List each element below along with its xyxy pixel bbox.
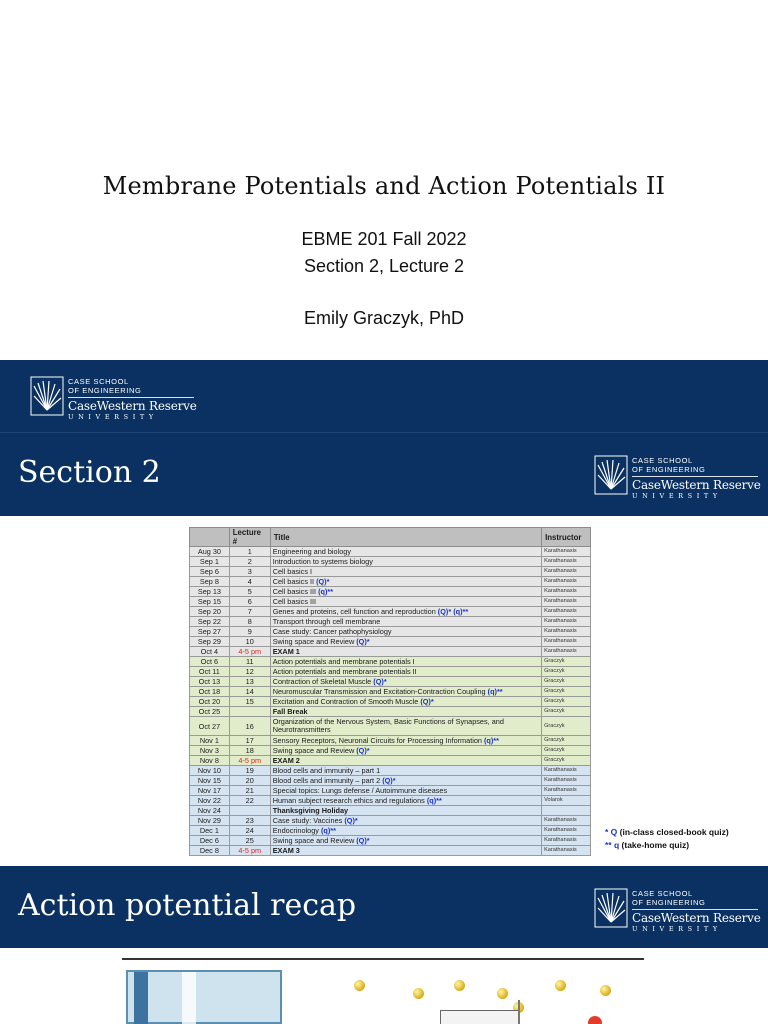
title-slide	[0, 0, 768, 360]
cell-title-text: EXAM 3	[272, 846, 300, 855]
cell-title	[270, 617, 541, 627]
cell-lecture-number: 5	[229, 587, 270, 597]
table-row	[190, 806, 591, 816]
cell-title-text: Blood cells and immunity – part 2	[272, 776, 383, 785]
cell-title-text: Action potentials and membrane potentials II	[272, 667, 417, 676]
cell-instructor: Graczyk	[542, 697, 591, 707]
cell-title-text: Transport through cell membrane	[272, 617, 381, 626]
ion-particle	[600, 985, 611, 996]
cell-title-text: Introduction to systems biology	[272, 557, 373, 566]
cwru-logo	[594, 888, 764, 932]
table-row	[190, 547, 591, 557]
cell-instructor: Graczyk	[542, 746, 591, 756]
cell-date: Dec 6	[190, 836, 230, 846]
logo-university-word: UNIVERSITY	[632, 492, 722, 500]
cell-instructor: Karathanasis	[542, 766, 591, 776]
cell-lecture-number: 6	[229, 597, 270, 607]
cell-title-text: Special topics: Lungs defense / Autoimmune diseases	[272, 786, 448, 795]
cell-date: Sep 13	[190, 587, 230, 597]
cell-lecture-number: 10	[229, 637, 270, 647]
cell-title-text: Case study: Cancer pathophysiology	[272, 627, 392, 636]
quiz-marker: (Q)*	[356, 746, 370, 755]
title-slide-footer-band	[0, 360, 768, 432]
cell-instructor: Karathanasis	[542, 627, 591, 637]
cell-instructor: Karathanasis	[542, 846, 591, 856]
cell-title	[270, 776, 541, 786]
cell-instructor: Karathanasis	[542, 617, 591, 627]
logo-university-name: CaseWestern Reserve	[68, 399, 197, 413]
cell-instructor: Karathanasis	[542, 597, 591, 607]
logo-university-name: CaseWestern Reserve	[632, 911, 761, 925]
table-row	[190, 667, 591, 677]
cell-lecture-number: 16	[229, 717, 270, 736]
table-row	[190, 637, 591, 647]
cell-title-text: Swing space and Review	[272, 836, 357, 845]
table-row	[190, 567, 591, 577]
cell-title	[270, 607, 541, 617]
section-lecture: Section 2, Lecture 2	[303, 256, 465, 276]
sunburst-icon	[30, 376, 64, 416]
cell-title-text: Blood cells and immunity – part 1	[272, 766, 381, 775]
cell-date: Oct 11	[190, 667, 230, 677]
cell-title-text: Contraction of Skeletal Muscle	[272, 677, 374, 686]
quiz-marker: (Q)* (q)**	[437, 607, 469, 616]
cell-lecture-number: 22	[229, 796, 270, 806]
cell-instructor: Karathanasis	[542, 547, 591, 557]
cell-lecture-number: 4	[229, 577, 270, 587]
table-row	[190, 786, 591, 796]
red-particle	[588, 1016, 602, 1024]
cell-title	[270, 736, 541, 746]
cell-date: Oct 27	[190, 717, 230, 736]
cell-lecture-number: 1	[229, 547, 270, 557]
cell-title-text: Genes and proteins, cell function and reproduction	[272, 607, 438, 616]
cell-date: Aug 30	[190, 547, 230, 557]
cell-lecture-number: 11	[229, 657, 270, 667]
table-row	[190, 557, 591, 567]
cell-date: Nov 15	[190, 776, 230, 786]
logo-school-line1: CASE SCHOOL	[632, 456, 693, 465]
cell-title-text: Swing space and Review	[272, 637, 357, 646]
sunburst-icon	[594, 888, 628, 928]
quiz-marker: (q)**	[483, 736, 499, 745]
cell-date: Sep 27	[190, 627, 230, 637]
cell-date: Nov 10	[190, 766, 230, 776]
cell-title-text: Cell basics I	[272, 567, 313, 576]
cell-title	[270, 836, 541, 846]
membrane-diagram-panel	[126, 970, 282, 1024]
legend-mark: * Q	[605, 827, 618, 837]
legend-quiz-in-class	[605, 827, 729, 837]
cell-date: Nov 17	[190, 786, 230, 796]
cell-title	[270, 577, 541, 587]
cell-title	[270, 667, 541, 677]
cell-instructor: Graczyk	[542, 756, 591, 766]
ion-particle	[454, 980, 465, 991]
cell-date: Oct 20	[190, 697, 230, 707]
cell-lecture-number: 20	[229, 776, 270, 786]
cell-date: Nov 8	[190, 756, 230, 766]
cell-title-text: Action potentials and membrane potentials I	[272, 657, 415, 666]
recap-illustration-area	[0, 948, 768, 1024]
cell-lecture-number: 7	[229, 607, 270, 617]
cell-instructor: Volarok	[542, 796, 591, 806]
quiz-marker: (Q)*	[373, 677, 387, 686]
cell-date: Sep 15	[190, 597, 230, 607]
legend-text: (take-home quiz)	[619, 840, 690, 850]
table-row	[190, 756, 591, 766]
logo-school-line1: CASE SCHOOL	[68, 377, 129, 386]
cell-instructor: Karathanasis	[542, 776, 591, 786]
cell-date: Oct 25	[190, 707, 230, 717]
cell-title	[270, 756, 541, 766]
section-title: Section 2	[18, 455, 161, 490]
cell-title	[270, 806, 541, 816]
table-row	[190, 587, 591, 597]
logo-school-line1: CASE SCHOOL	[632, 889, 693, 898]
cell-title-text: Cell basics II	[272, 577, 317, 586]
cell-lecture-number: 17	[229, 736, 270, 746]
cell-title-text: EXAM 1	[272, 647, 300, 656]
cell-title-text: Excitation and Contraction of Smooth Muscle	[272, 697, 421, 706]
cell-lecture-number: 8	[229, 617, 270, 627]
cell-lecture-number: 12	[229, 667, 270, 677]
logo-school-line2: OF ENGINEERING	[632, 465, 706, 474]
legend-text: (in-class closed-book quiz)	[617, 827, 729, 837]
cell-title	[270, 707, 541, 717]
channel-stem	[518, 1000, 520, 1024]
cell-instructor: Graczyk	[542, 707, 591, 717]
cell-instructor: Karathanasis	[542, 647, 591, 657]
cell-title	[270, 647, 541, 657]
cell-title-text: Engineering and biology	[272, 547, 351, 556]
cell-date: Sep 1	[190, 557, 230, 567]
table-row	[190, 826, 591, 836]
cell-instructor: Graczyk	[542, 657, 591, 667]
table-row	[190, 627, 591, 637]
cell-date: Oct 13	[190, 677, 230, 687]
cell-title	[270, 547, 541, 557]
cell-lecture-number: 24	[229, 826, 270, 836]
cell-lecture-number: 2	[229, 557, 270, 567]
quiz-marker: (q)**	[487, 687, 503, 696]
cell-title	[270, 597, 541, 607]
cell-date: Sep 29	[190, 637, 230, 647]
cell-title	[270, 697, 541, 707]
cell-lecture-number: 4-5 pm	[229, 756, 270, 766]
cell-lecture-number: 13	[229, 677, 270, 687]
channel-shape	[440, 1010, 520, 1024]
cell-instructor: Karathanasis	[542, 567, 591, 577]
header-title: Title	[270, 528, 541, 547]
cell-instructor: Graczyk	[542, 677, 591, 687]
cell-lecture-number: 15	[229, 697, 270, 707]
logo-school-line2: OF ENGINEERING	[68, 386, 142, 395]
table-row	[190, 796, 591, 806]
cell-date: Sep 6	[190, 567, 230, 577]
cell-title-text: Thanksgiving Holiday	[272, 806, 349, 815]
cell-date: Oct 6	[190, 657, 230, 667]
cell-date: Sep 20	[190, 607, 230, 617]
recap-title: Action potential recap	[18, 888, 357, 923]
cell-title-text: Case study: Vaccines	[272, 816, 345, 825]
table-row	[190, 776, 591, 786]
cell-lecture-number: 21	[229, 786, 270, 796]
cell-title	[270, 846, 541, 856]
table-row	[190, 746, 591, 756]
cell-date: Sep 22	[190, 617, 230, 627]
cell-date: Dec 1	[190, 826, 230, 836]
section-slide-header	[0, 432, 768, 516]
cell-lecture-number: 18	[229, 746, 270, 756]
table-row	[190, 657, 591, 667]
cell-title	[270, 717, 541, 736]
cell-title	[270, 816, 541, 826]
cell-lecture-number: 25	[229, 836, 270, 846]
cell-title-text: Neuromuscular Transmission and Excitation-Contraction Coupling	[272, 687, 488, 696]
cell-title	[270, 587, 541, 597]
header-instructor: Instructor	[542, 528, 591, 547]
logo-university-name: CaseWestern Reserve	[632, 478, 761, 492]
cell-lecture-number: 23	[229, 816, 270, 826]
cell-title-text: EXAM 2	[272, 756, 300, 765]
cell-date: Nov 29	[190, 816, 230, 826]
table-row	[190, 617, 591, 627]
header-date	[190, 528, 230, 547]
cell-lecture-number: 9	[229, 627, 270, 637]
quiz-marker: (q)**	[320, 826, 336, 835]
ion-particle	[354, 980, 365, 991]
cell-instructor: Karathanasis	[542, 587, 591, 597]
table-row	[190, 597, 591, 607]
table-row	[190, 607, 591, 617]
quiz-marker: (Q)*	[316, 577, 330, 586]
table-row	[190, 647, 591, 657]
cell-title-text: Sensory Receptors, Neuronal Circuits for Processing Information	[272, 736, 484, 745]
ion-particle	[555, 980, 566, 991]
cell-title	[270, 677, 541, 687]
cell-title-text: Cell basics III	[272, 597, 317, 606]
cell-instructor: Karathanasis	[542, 577, 591, 587]
logo-university-word: UNIVERSITY	[68, 413, 158, 421]
quiz-marker: (q)**	[318, 587, 334, 596]
table-row	[190, 697, 591, 707]
cell-instructor: Karathanasis	[542, 816, 591, 826]
table-row	[190, 836, 591, 846]
course-schedule-table	[189, 527, 591, 856]
cell-title-text: Fall Break	[272, 707, 308, 716]
cell-lecture-number	[229, 806, 270, 816]
cell-date: Nov 24	[190, 806, 230, 816]
table-row	[190, 707, 591, 717]
quiz-marker: (Q)*	[420, 697, 434, 706]
recap-slide-header	[0, 866, 768, 948]
cell-date: Oct 18	[190, 687, 230, 697]
cell-date: Nov 1	[190, 736, 230, 746]
logo-university-word: UNIVERSITY	[632, 925, 722, 933]
table-row	[190, 846, 591, 856]
quiz-marker: (Q)*	[344, 816, 358, 825]
cell-instructor: Karathanasis	[542, 637, 591, 647]
author-name: Emily Graczyk, PhD	[303, 308, 465, 328]
lecture-title: Membrane Potentials and Action Potentials II	[102, 172, 666, 200]
cell-title-text: Swing space and Review	[272, 746, 357, 755]
cell-instructor: Karathanasis	[542, 557, 591, 567]
table-row	[190, 717, 591, 736]
cell-title	[270, 746, 541, 756]
table-header-row	[190, 528, 591, 547]
quiz-marker: (Q)*	[356, 637, 370, 646]
header-lecture-number: Lecture #	[229, 528, 270, 547]
cell-instructor: Graczyk	[542, 667, 591, 677]
quiz-marker: (Q)*	[382, 776, 396, 785]
cell-title-text: Endocrinology	[272, 826, 321, 835]
cell-lecture-number: 19	[229, 766, 270, 776]
cell-lecture-number: 4-5 pm	[229, 647, 270, 657]
cell-lecture-number	[229, 707, 270, 717]
divider	[122, 958, 644, 960]
cell-title-text: Human subject research ethics and regulations	[272, 796, 427, 805]
course-name: EBME 201 Fall 2022	[301, 229, 467, 249]
cell-title	[270, 627, 541, 637]
cell-lecture-number: 14	[229, 687, 270, 697]
cell-instructor: Graczyk	[542, 687, 591, 697]
cell-title	[270, 657, 541, 667]
cell-instructor: Karathanasis	[542, 607, 591, 617]
logo-school-line2: OF ENGINEERING	[632, 898, 706, 907]
cell-title	[270, 557, 541, 567]
sunburst-icon	[594, 455, 628, 495]
quiz-marker: (Q)*	[356, 836, 370, 845]
cell-instructor: Karathanasis	[542, 826, 591, 836]
cell-title-text: Organization of the Nervous System, Basic Functions of Synapses, and Neurotransmitters	[272, 716, 504, 734]
cell-date: Dec 8	[190, 846, 230, 856]
cell-lecture-number: 3	[229, 567, 270, 577]
table-row	[190, 736, 591, 746]
legend-quiz-take-home	[605, 840, 689, 850]
table-row	[190, 766, 591, 776]
cell-title	[270, 637, 541, 647]
cell-date: Nov 3	[190, 746, 230, 756]
table-row	[190, 687, 591, 697]
cell-instructor: Graczyk	[542, 736, 591, 746]
legend-mark: ** q	[605, 840, 620, 850]
cell-instructor: Graczyk	[542, 717, 591, 736]
cell-title	[270, 567, 541, 577]
cell-instructor	[542, 806, 591, 816]
cell-title	[270, 687, 541, 697]
cell-title	[270, 766, 541, 776]
ion-particle	[413, 988, 424, 999]
cell-date: Oct 4	[190, 647, 230, 657]
cell-title	[270, 826, 541, 836]
cwru-logo	[30, 376, 200, 420]
cell-instructor: Karathanasis	[542, 836, 591, 846]
cell-instructor: Karathanasis	[542, 786, 591, 796]
ion-particle	[497, 988, 508, 999]
cell-title	[270, 786, 541, 796]
table-row	[190, 677, 591, 687]
quiz-marker: (q)**	[426, 796, 442, 805]
cell-title	[270, 796, 541, 806]
cell-date: Sep 8	[190, 577, 230, 587]
cell-date: Nov 22	[190, 796, 230, 806]
table-row	[190, 816, 591, 826]
cwru-logo	[594, 455, 764, 499]
cell-lecture-number: 4-5 pm	[229, 846, 270, 856]
table-row	[190, 577, 591, 587]
cell-title-text: Cell basics III	[272, 587, 319, 596]
